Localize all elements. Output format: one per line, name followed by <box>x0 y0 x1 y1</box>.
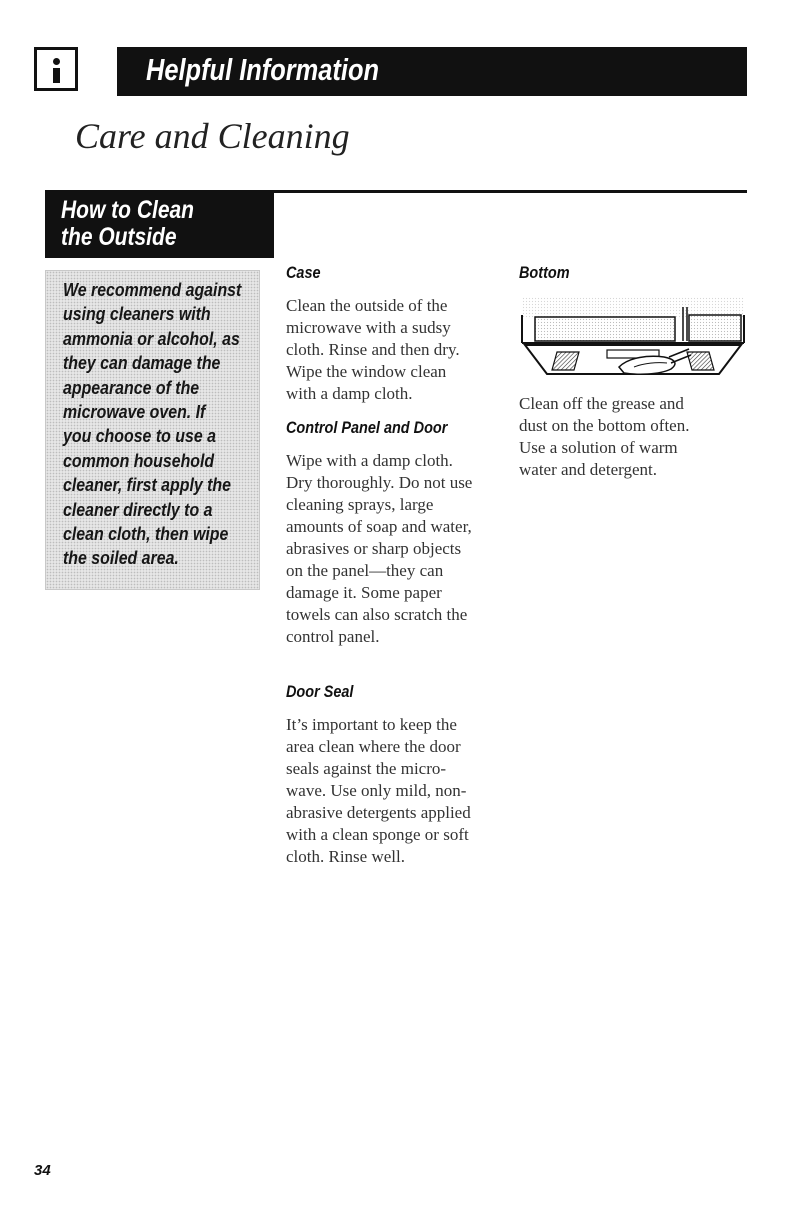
warning-text <box>63 278 278 571</box>
case-line: microwave with a sudsy <box>286 318 451 337</box>
case-line: with a damp cloth. <box>286 384 413 403</box>
bottom-line: Use a solution of warm <box>519 438 678 457</box>
control-panel-line: on the panel—they can <box>286 561 444 580</box>
bottom-line: Clean off the grease and <box>519 394 684 413</box>
case-line: Wipe the window clean <box>286 362 447 381</box>
bottom-line: water and detergent. <box>519 460 657 479</box>
info-icon <box>34 47 78 91</box>
door-seal-line: seals against the micro- <box>286 759 447 778</box>
warning-line: microwave oven. If <box>63 401 206 423</box>
door-seal-paragraph <box>286 714 516 868</box>
warning-line: you choose to use a <box>63 425 216 447</box>
section-tab <box>45 190 274 258</box>
page-number: 34 <box>34 1162 51 1179</box>
control-panel-line: towels can also scratch the <box>286 605 468 624</box>
case-heading: Case <box>286 263 321 282</box>
control-panel-paragraph <box>286 450 516 648</box>
control-panel-line: damage it. Some paper <box>286 583 442 602</box>
door-seal-line: area clean where the door <box>286 737 461 756</box>
section-title: Care and Cleaning <box>75 116 350 156</box>
door-seal-line: cloth. Rinse well. <box>286 847 405 866</box>
warning-line: ammonia or alcohol, as <box>63 327 240 349</box>
section-rule <box>274 190 747 193</box>
door-seal-line: It’s important to keep the <box>286 715 457 734</box>
door-seal-line: wave. Use only mild, non- <box>286 781 467 800</box>
case-line: Clean the outside of the <box>286 296 448 315</box>
warning-box <box>45 270 260 590</box>
control-panel-line: Dry thoroughly. Do not use <box>286 473 473 492</box>
control-panel-line: control panel. <box>286 627 380 646</box>
door-seal-line: with a clean sponge or soft <box>286 825 469 844</box>
bottom-paragraph <box>519 393 747 481</box>
tab-line-1: How to Clean <box>61 196 195 224</box>
warning-line: they can damage the <box>63 352 221 374</box>
door-seal-heading: Door Seal <box>286 682 354 701</box>
control-panel-heading: Control Panel and Door <box>286 418 448 437</box>
case-paragraph <box>286 295 516 405</box>
bottom-heading: Bottom <box>519 263 570 282</box>
warning-line: appearance of the <box>63 376 200 398</box>
control-panel-line: amounts of soap and water, <box>286 517 472 536</box>
warning-line: clean cloth, then wipe <box>63 523 229 545</box>
warning-line: We recommend against <box>63 279 242 300</box>
warning-line: common household <box>63 449 215 471</box>
control-panel-line: Wipe with a damp cloth. <box>286 451 453 470</box>
door-seal-line: abrasive detergents applied <box>286 803 471 822</box>
warning-line: cleaner directly to a <box>63 498 213 520</box>
header-title: Helpful Information <box>146 52 380 87</box>
warning-line: the soiled area. <box>63 547 179 569</box>
warning-line: using cleaners with <box>63 303 211 325</box>
control-panel-line: cleaning sprays, large <box>286 495 434 514</box>
case-line: cloth. Rinse and then dry. <box>286 340 460 359</box>
warning-line: cleaner, first apply the <box>63 474 232 496</box>
bottom-line: dust on the bottom often. <box>519 416 690 435</box>
microwave-bottom-cleaning-illustration <box>519 297 747 377</box>
tab-line-2: the Outside <box>61 223 177 251</box>
control-panel-line: abrasives or sharp objects <box>286 539 462 558</box>
